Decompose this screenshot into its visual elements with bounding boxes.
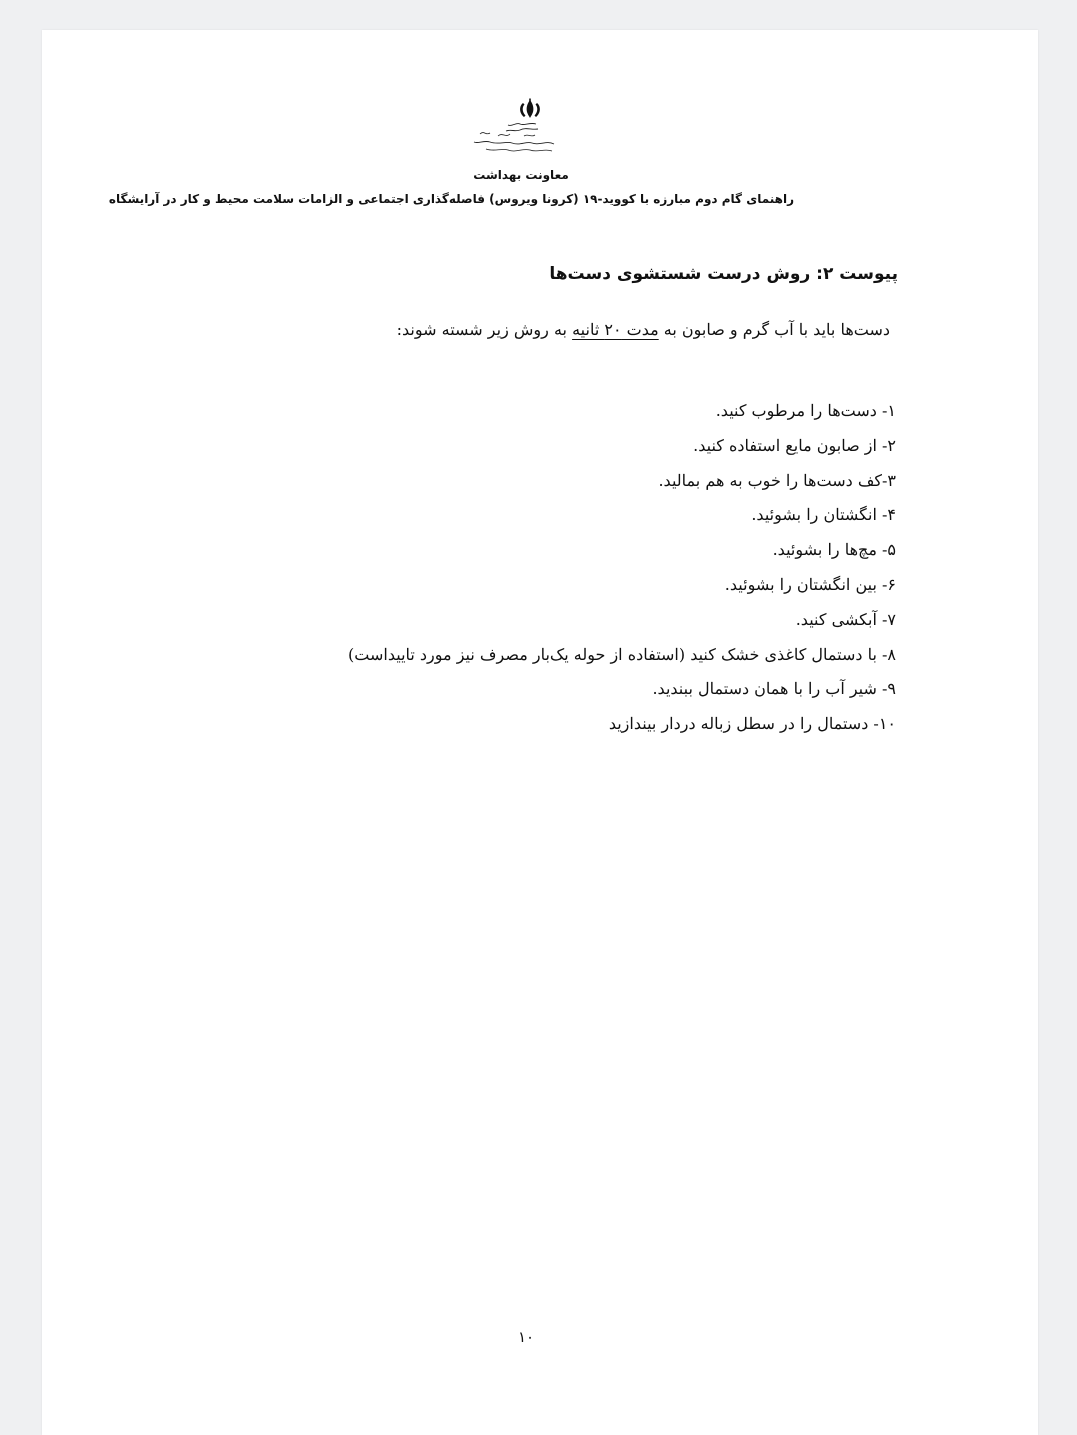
hand-washing-steps xyxy=(348,394,896,742)
ministry-calligraphy-icon xyxy=(468,118,568,158)
intro-paragraph xyxy=(397,320,890,339)
document-page xyxy=(42,30,1038,1435)
document-title: راهنمای گام دوم مبارزه با کووید-۱۹ (کرونا ویروس) فاصله‌گذاری اجتماعی و الزامات سلامت محیط و کار در آرایشگاه xyxy=(108,192,794,206)
iran-emblem-icon xyxy=(510,98,550,120)
step-item: ۶- بین انگشتان را بشوئید. xyxy=(724,574,896,594)
step-item: ۱۰- دستمال را در سطل زباله دردار بیندازید xyxy=(608,714,896,734)
appendix-heading: پیوست ۲: روش درست شستشوی دست‌ها xyxy=(549,264,898,284)
step-item: ۳-کف دست‌ها را خوب به هم بمالید. xyxy=(658,470,896,490)
intro-text-after: به روش زیر شسته شوند: xyxy=(396,320,567,339)
step-item: ۹- شیر آب را با همان دستمال ببندید. xyxy=(652,679,896,699)
page-number: ۱۰ xyxy=(517,1328,535,1346)
step-item: ۴- انگشتان را بشوئید. xyxy=(751,505,896,525)
step-item: ۲- از صابون مایع استفاده کنید. xyxy=(693,435,896,455)
step-item: ۷- آبکشی کنید. xyxy=(795,609,896,629)
step-item: ۸- با دستمال کاغذی خشک کنید (استفاده از حوله یک‌بار مصرف نیز مورد تاییداست) xyxy=(348,644,896,664)
intro-text-before: دست‌ها باید با آب گرم و صابون به xyxy=(663,320,890,339)
department-name: معاونت بهداشت xyxy=(473,168,569,182)
step-item: ۱- دست‌ها را مرطوب کنید. xyxy=(715,401,896,420)
step-item: ۵- مچ‌ها را بشوئید. xyxy=(772,540,896,560)
intro-duration: مدت ۲۰ ثانیه xyxy=(572,320,659,339)
